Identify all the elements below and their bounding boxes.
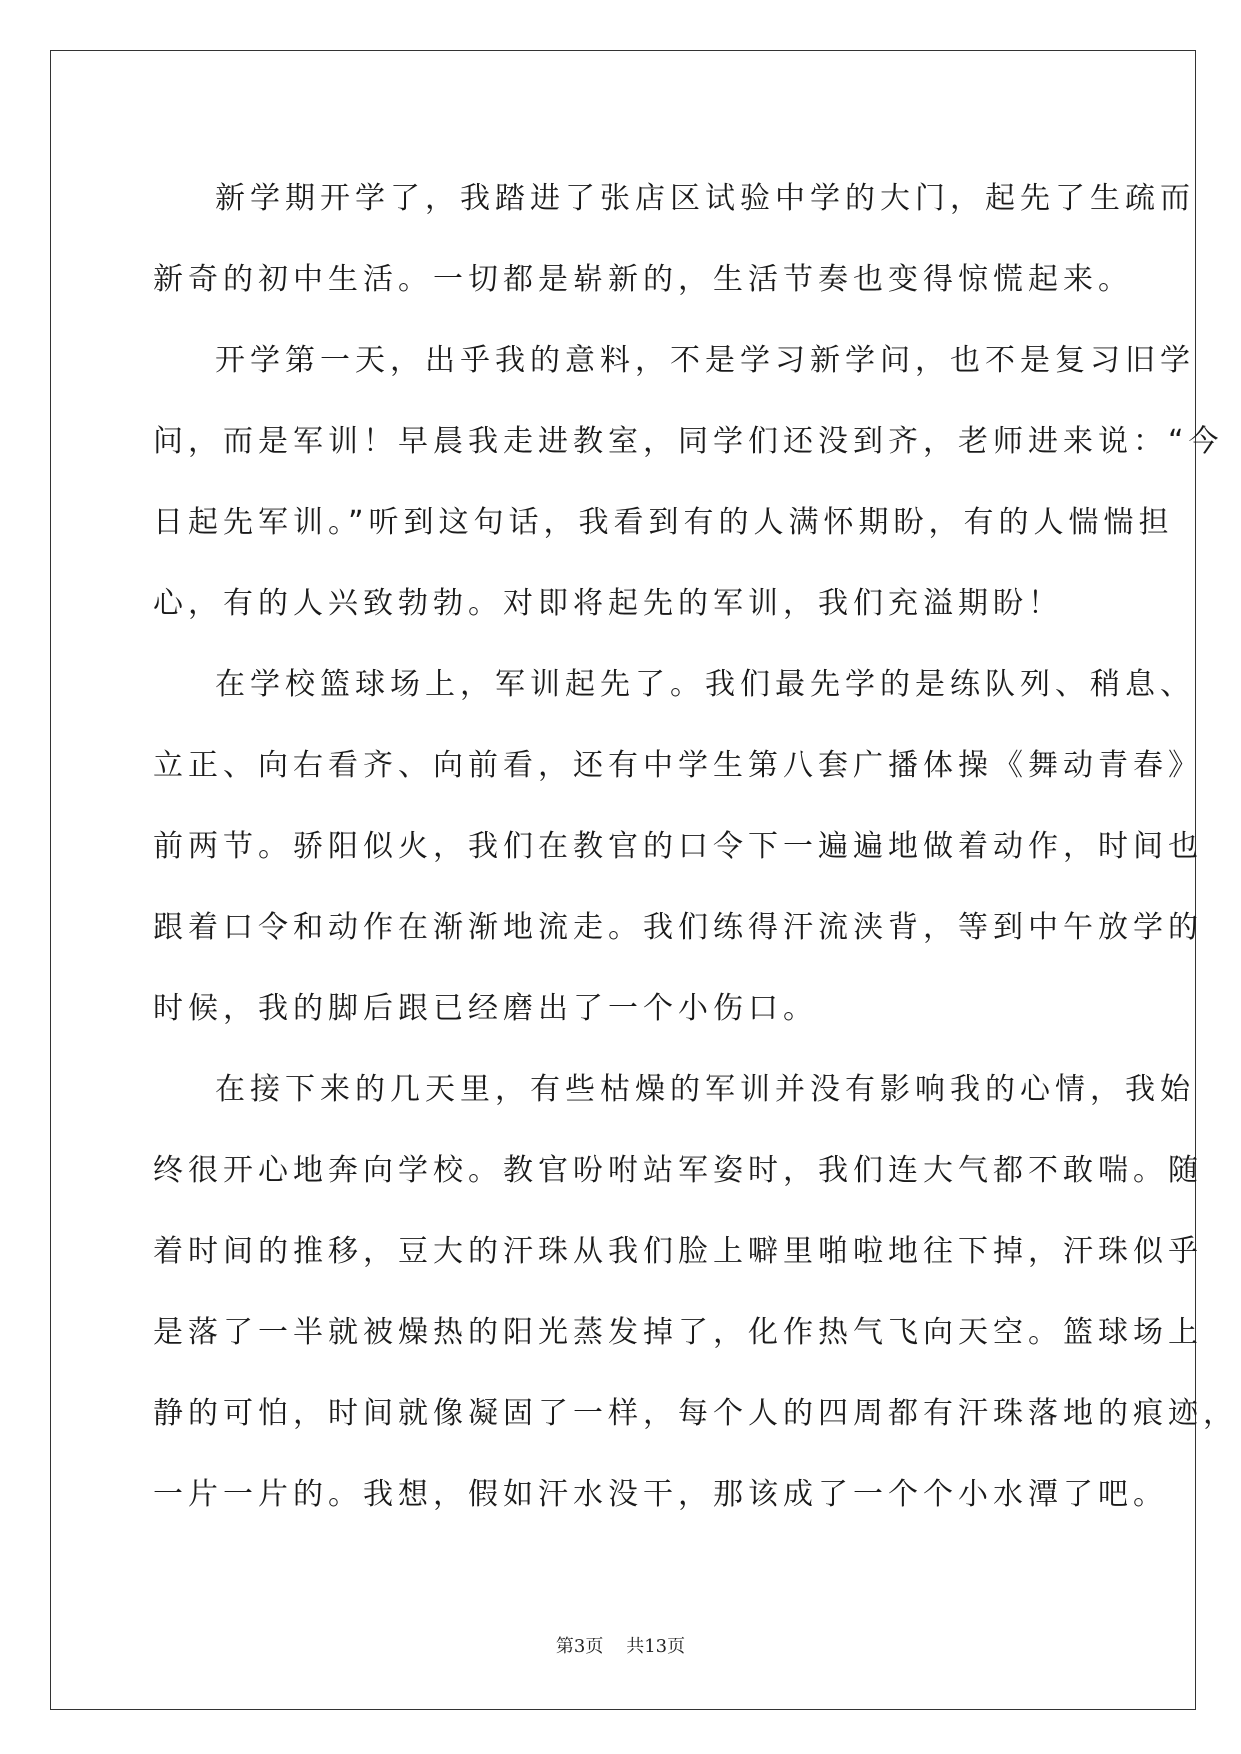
text-line: 问，而是军训！早晨我走进教室，同学们还没到齐，老师进来说：“今 xyxy=(153,424,1224,459)
text-line: 在学校篮球场上，军训起先了。我们最先学的是练队列、稍息、 xyxy=(215,667,1195,702)
text-line: 终很开心地奔向学校。教官吩咐站军姿时，我们连大气都不敢喘。随 xyxy=(153,1153,1203,1188)
text-line: 是落了一半就被燥热的阳光蒸发掉了，化作热气飞向天空。篮球场上 xyxy=(153,1315,1203,1350)
text-line: 新奇的初中生活。一切都是崭新的，生活节奏也变得惊慌起来。 xyxy=(153,262,1133,297)
text-line: 开学第一天，出乎我的意料，不是学习新学问，也不是复习旧学 xyxy=(215,343,1195,378)
text-line: 新学期开学了，我踏进了张店区试验中学的大门，起先了生疏而 xyxy=(215,181,1195,216)
page-number: 第3页 xyxy=(555,1636,604,1657)
page-footer xyxy=(0,1632,1241,1658)
text-line: 前两节。骄阳似火，我们在教官的口令下一遍遍地做着动作，时间也 xyxy=(153,829,1203,864)
text-line: 着时间的推移，豆大的汗珠从我们脸上噼里啪啦地往下掉，汗珠似乎 xyxy=(153,1234,1203,1269)
text-line: 时候，我的脚后跟已经磨出了一个小伤口。 xyxy=(153,991,818,1026)
text-line: 静的可怕，时间就像凝固了一样，每个人的四周都有汗珠落地的痕迹， xyxy=(153,1396,1238,1431)
text-line: 日起先军训。”听到这句话，我看到有的人满怀期盼，有的人惴惴担 xyxy=(153,505,1174,540)
text-line: 心，有的人兴致勃勃。对即将起先的军训，我们充溢期盼！ xyxy=(153,586,1063,621)
text-line: 跟着口令和动作在渐渐地流走。我们练得汗流浃背，等到中午放学的 xyxy=(153,910,1203,945)
document-body xyxy=(153,158,1238,1535)
text-line: 立正、向右看齐、向前看，还有中学生第八套广播体操《舞动青春》 xyxy=(153,748,1203,783)
text-line: 在接下来的几天里，有些枯燥的军训并没有影响我的心情，我始 xyxy=(215,1072,1195,1107)
total-pages: 共13页 xyxy=(626,1636,686,1657)
text-line: 一片一片的。我想，假如汗水没干，那该成了一个个小水潭了吧。 xyxy=(153,1477,1168,1512)
